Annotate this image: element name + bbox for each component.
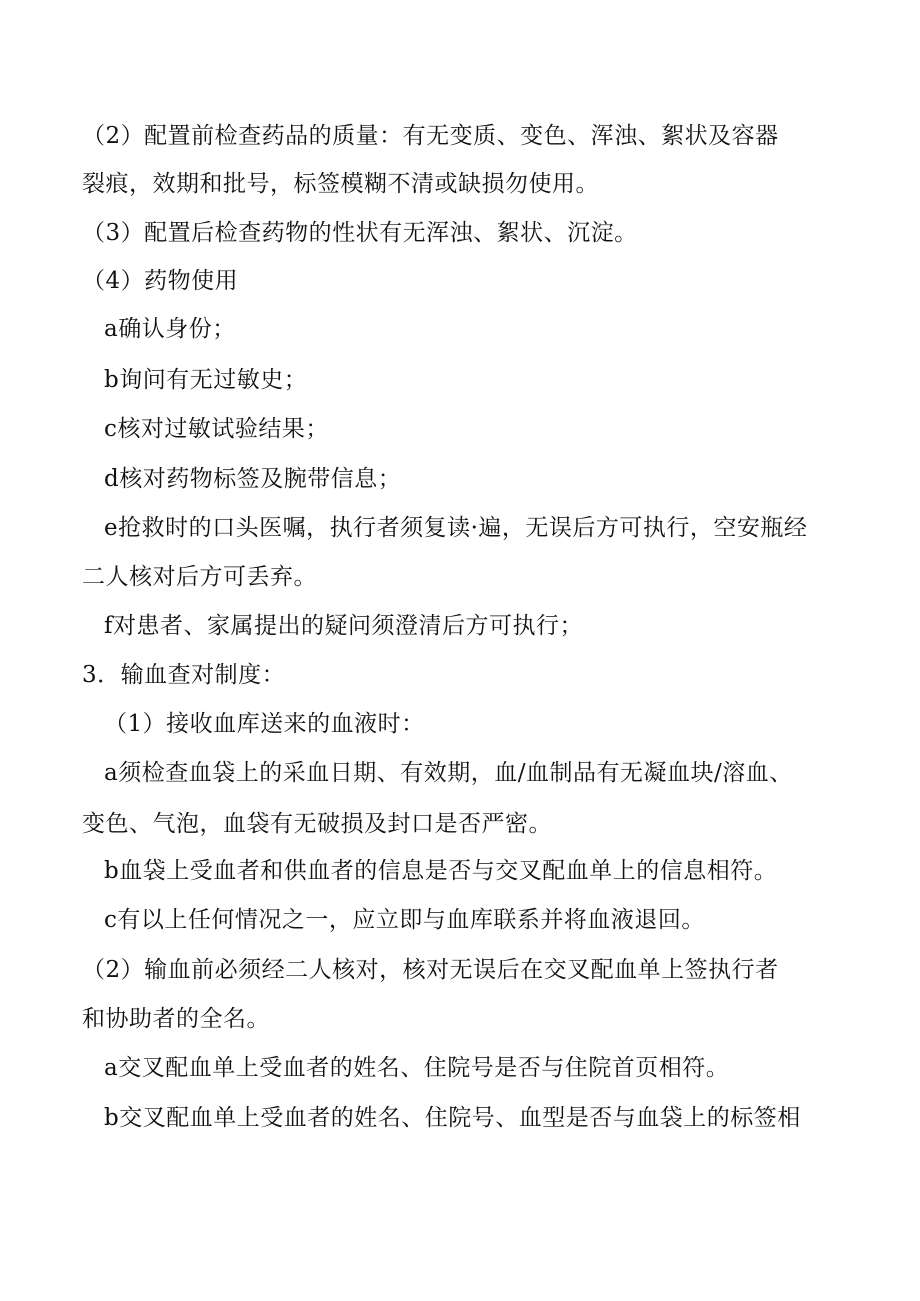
text-line: 和协助者的全名。 (82, 1006, 270, 1032)
text-line: 变色、气泡，血袋有无破损及封口是否严密。 (82, 811, 552, 837)
text-line: （2）配置前检查药品的质量：有无变质、变色、浑浊、絮状及容器 (82, 123, 779, 149)
text-line: （1）接收血库送来的血液时： (104, 711, 425, 737)
text-line: f对患者、家属提出的疑问须澄清后方可执行； (104, 613, 584, 639)
text-line: （4）药物使用 (82, 268, 239, 294)
text-line: （2）输血前必须经二人核对，核对无误后在交叉配血单上签执行者 (82, 957, 779, 983)
text-line: 二人核对后方可丢弃。 (82, 564, 317, 590)
text-line: e抢救时的口头医嘱，执行者须复读·遍，无误后方可执行，空安瓶经 (104, 515, 808, 541)
text-line: c核对过敏试验结果； (104, 416, 329, 442)
text-line: a须检查血袋上的采血日期、有效期，血/血制品有无凝血块/溶血、 (104, 760, 793, 786)
text-line: （3）配置后检查药物的性状有无浑浊、絮状、沉淀。 (82, 220, 638, 246)
text-line: a交叉配血单上受血者的姓名、住院号是否与住院首页相符。 (104, 1055, 730, 1081)
text-line: 裂痕，效期和批号，标签模糊不清或缺损勿使用。 (82, 171, 599, 197)
text-line: a确认身份； (104, 316, 236, 342)
text-line: b询问有无过敏史； (104, 367, 308, 393)
text-line: c有以上任何情况之一，应立即与血库联系并将血液退回。 (104, 907, 705, 933)
text-line: b血袋上受血者和供血者的信息是否与交叉配血单上的信息相符。 (104, 858, 778, 884)
text-line: b交叉配血单上受血者的姓名、住院号、血型是否与血袋上的标签相 (104, 1105, 801, 1131)
text-line: d核对药物标签及腕带信息； (104, 466, 402, 492)
section-heading: 3．输血查对制度： (82, 662, 286, 688)
